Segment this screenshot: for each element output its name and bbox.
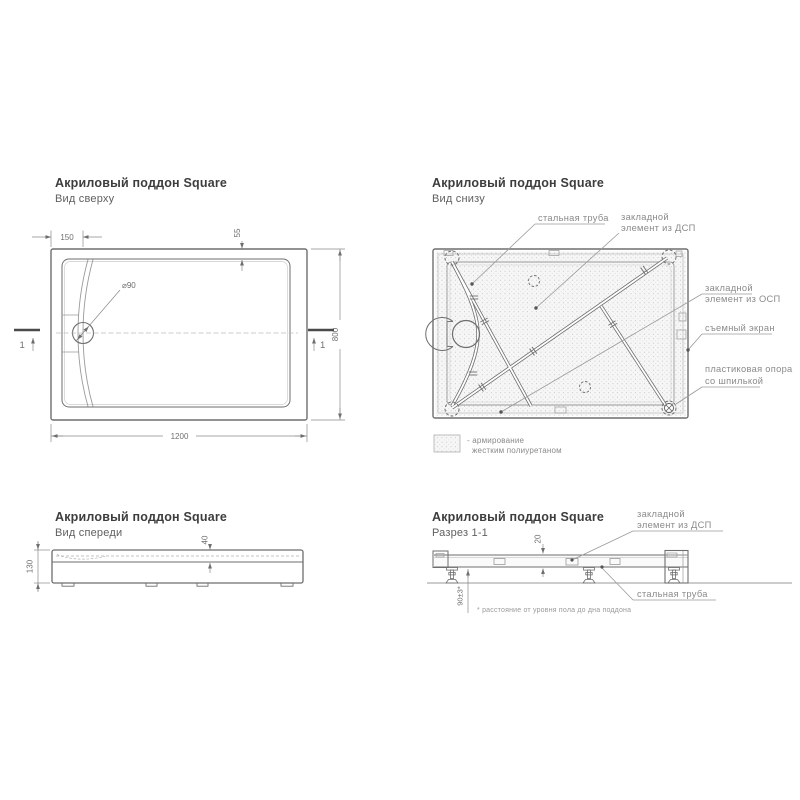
section-note: * расстояние от уровня пола до дна поддона <box>477 607 632 614</box>
drain-diameter-dimension <box>76 281 136 341</box>
annotation-screen <box>686 323 775 352</box>
dimension-1200-value: 1200 <box>170 432 189 441</box>
section-marker-right-label: 1 <box>320 340 326 351</box>
legend-line1: - армирование <box>467 436 525 445</box>
section-dsp-label-line1: закладной <box>637 509 685 519</box>
support-label-line1: пластиковая опора <box>705 364 793 374</box>
dimension-130-value: 130 <box>25 559 35 574</box>
dimension-150-value: 150 <box>60 233 74 242</box>
adjustable-legs <box>446 568 680 584</box>
bottom-view-subtitle: Вид снизу <box>432 193 485 205</box>
dimension-55-value: 55 <box>233 228 242 238</box>
screen-label: съемный экран <box>705 323 775 333</box>
legend-swatch <box>434 435 460 452</box>
legend-polyurethane <box>434 435 562 455</box>
top-view-title: Акриловый поддон Square <box>55 176 228 190</box>
section-view <box>427 509 792 614</box>
section-tray-profile <box>433 551 688 584</box>
section-dsp-label-line2: элемент из ДСП <box>637 520 712 530</box>
section-view-subtitle: Разрез 1-1 <box>432 527 489 539</box>
bottom-view <box>426 176 793 455</box>
dimension-90 <box>456 569 469 613</box>
dimension-150 <box>32 231 102 248</box>
front-view-subtitle: Вид спереди <box>55 527 123 539</box>
front-view-body <box>52 550 303 586</box>
bottom-view-title: Акриловый поддон Square <box>432 176 605 190</box>
dimension-800 <box>311 249 345 420</box>
section-steel-pipe-label: стальная труба <box>637 589 708 599</box>
dimension-800-value: 800 <box>331 327 340 342</box>
drain-diameter-value: ⌀90 <box>122 281 136 290</box>
dimension-40 <box>201 535 211 573</box>
dsp-label-line1: закладной <box>621 212 669 222</box>
dsp-label-line2: элемент из ДСП <box>621 223 696 233</box>
front-view-title: Акриловый поддон Square <box>55 510 228 524</box>
osb-label-line2: элемент из ОСП <box>705 294 781 304</box>
annotation-plastic-support <box>676 364 793 404</box>
dimension-40-value: 40 <box>200 535 210 545</box>
top-view <box>14 176 345 442</box>
section-marker-left <box>14 330 40 351</box>
osb-label-line1: закладной <box>705 283 753 293</box>
front-view <box>26 510 304 592</box>
dimension-1200 <box>51 424 307 442</box>
support-label-line2: со шпилькой <box>705 376 764 386</box>
dimension-130 <box>26 541 51 592</box>
section-marker-left-label: 1 <box>19 340 25 351</box>
steel-pipe-label: стальная труба <box>538 213 609 223</box>
legend-line2: жестким полиуретаном <box>472 446 562 455</box>
dimension-90-value: 90±3* <box>455 586 465 606</box>
dimension-20-value: 20 <box>533 534 543 544</box>
section-view-title: Акриловый поддон Square <box>432 510 605 524</box>
top-view-subtitle: Вид сверху <box>55 193 115 205</box>
